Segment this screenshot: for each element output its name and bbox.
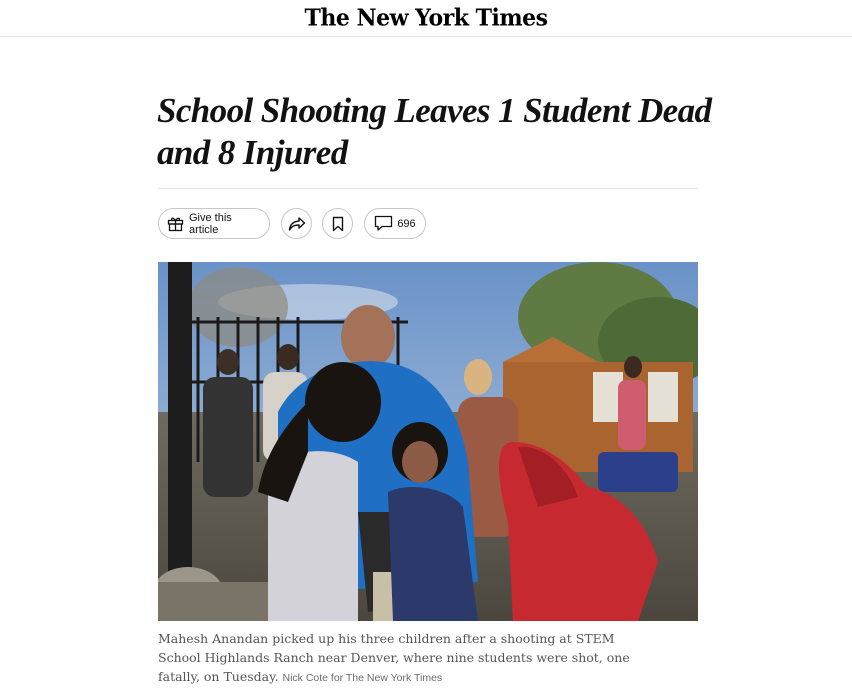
give-article-button[interactable] (158, 208, 270, 239)
share-icon (288, 216, 306, 232)
photo-caption-text: Mahesh Anandan picked up his three children after a shooting at STEM School Highlands Ranch near Denver, where nine students were shot, one fatally, on Tuesday. (158, 631, 630, 684)
lead-photo (158, 262, 698, 621)
share-button[interactable] (281, 208, 312, 239)
save-button[interactable] (322, 208, 353, 239)
nyt-logo[interactable]: The New York Times (304, 4, 548, 32)
article-headline: School Shooting Leaves 1 Student Dead and 8 Injured (157, 91, 712, 172)
comments-count: 696 (397, 217, 416, 230)
photo-credit: Nick Cote for The New York Times (282, 672, 443, 684)
comment-icon (374, 215, 393, 232)
masthead (0, 0, 852, 37)
comments-button[interactable] (364, 208, 426, 239)
headline-divider (158, 188, 698, 189)
lead-photo-illustration (158, 262, 698, 621)
bookmark-icon (332, 216, 344, 232)
photo-caption (158, 629, 648, 688)
gift-icon (167, 215, 184, 232)
give-article-label: Give this article (189, 211, 232, 236)
